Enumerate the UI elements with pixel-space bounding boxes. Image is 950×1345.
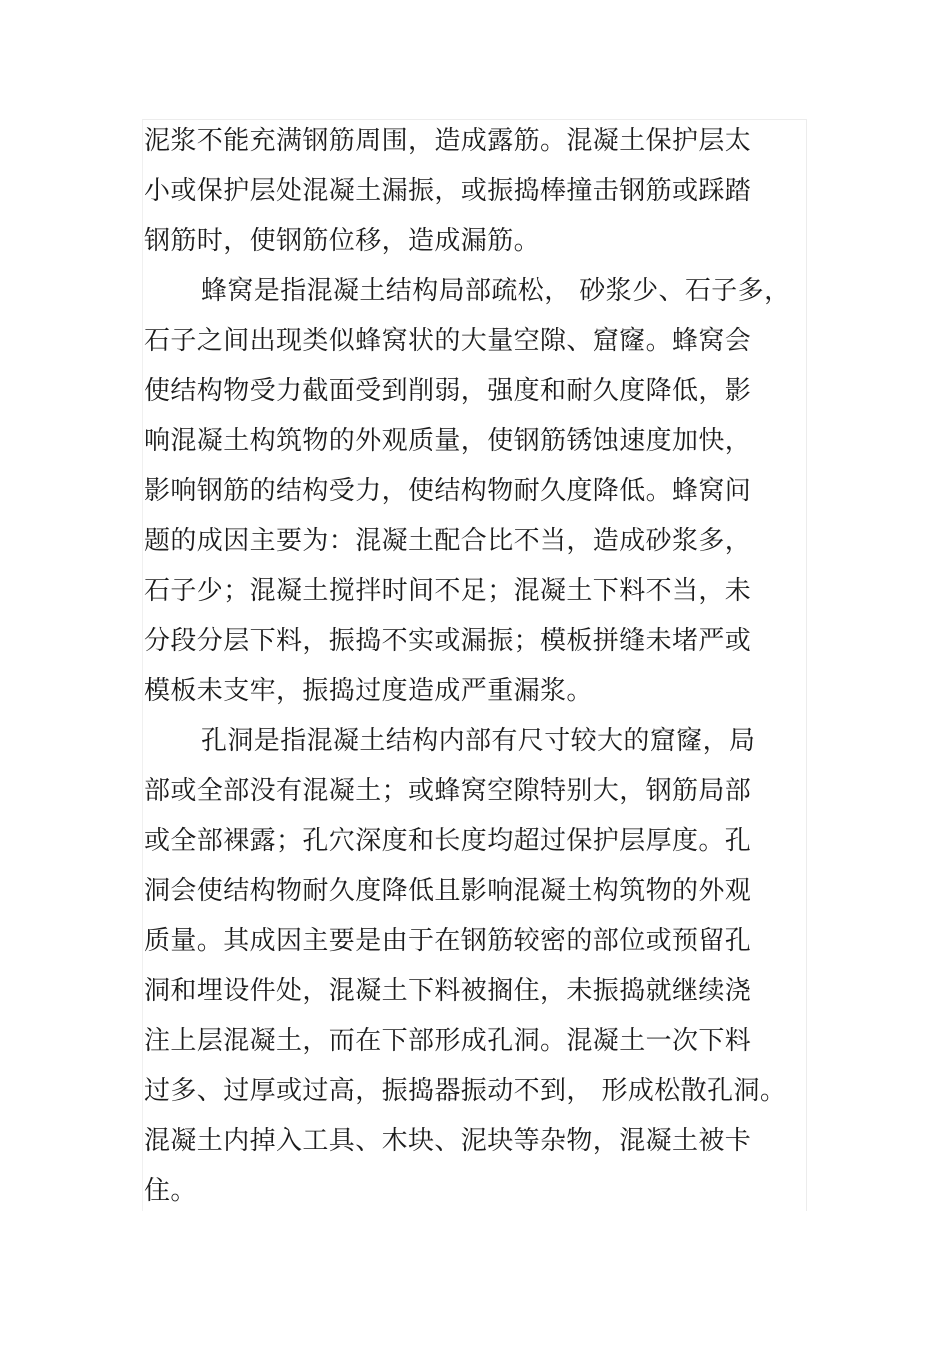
text-line: 石子之间出现类似蜂窝状的大量空隙、窟窿。蜂窝会 (144, 326, 752, 356)
paragraph-hole-start: 孔洞是指混凝土结构内部有尺寸较大的窟窿，局 (201, 726, 756, 756)
text-line: 洞和埋设件处，混凝土下料被搁住，未振捣就继续浇 (144, 976, 752, 1006)
paragraph-honeycomb-start: 蜂窝是指混凝土结构局部疏松， 砂浆少、石子多， (201, 276, 791, 306)
document-body (144, 116, 794, 1216)
text-line: 注上层混凝土，而在下部形成孔洞。混凝土一次下料 (144, 1026, 752, 1056)
text-line: 模板未支牢，振捣过度造成严重漏浆。 (144, 676, 593, 706)
text-line: 石子少；混凝土搅拌时间不足；混凝土下料不当，未 (144, 576, 752, 606)
text-line: 响混凝土构筑物的外观质量，使钢筋锈蚀速度加快， (144, 426, 752, 456)
text-line: 过多、过厚或过高，振捣器振动不到， 形成松散孔洞。 (144, 1076, 787, 1106)
text-line: 质量。其成因主要是由于在钢筋较密的部位或预留孔 (144, 926, 752, 956)
text-line: 部或全部没有混凝土；或蜂窝空隙特别大，钢筋局部 (144, 776, 752, 806)
text-line: 分段分层下料，振捣不实或漏振；模板拼缝未堵严或 (144, 626, 752, 656)
text-line: 使结构物受力截面受到削弱，强度和耐久度降低，影 (144, 376, 752, 406)
text-line: 影响钢筋的结构受力，使结构物耐久度降低。蜂窝问 (144, 476, 752, 506)
text-line: 混凝土内掉入工具、木块、泥块等杂物，混凝土被卡 (144, 1126, 752, 1156)
text-line: 钢筋时，使钢筋位移，造成漏筋。 (144, 226, 541, 256)
text-line: 或全部裸露；孔穴深度和长度均超过保护层厚度。孔 (144, 826, 752, 856)
text-line: 住。 (144, 1176, 197, 1206)
text-line: 洞会使结构物耐久度降低且影响混凝土构筑物的外观 (144, 876, 752, 906)
text-line: 泥浆不能充满钢筋周围，造成露筋。混凝土保护层太 (144, 126, 752, 156)
text-line: 题的成因主要为：混凝土配合比不当，造成砂浆多， (144, 526, 752, 556)
text-line: 小或保护层处混凝土漏振，或振捣棒撞击钢筋或踩踏 (144, 176, 752, 206)
